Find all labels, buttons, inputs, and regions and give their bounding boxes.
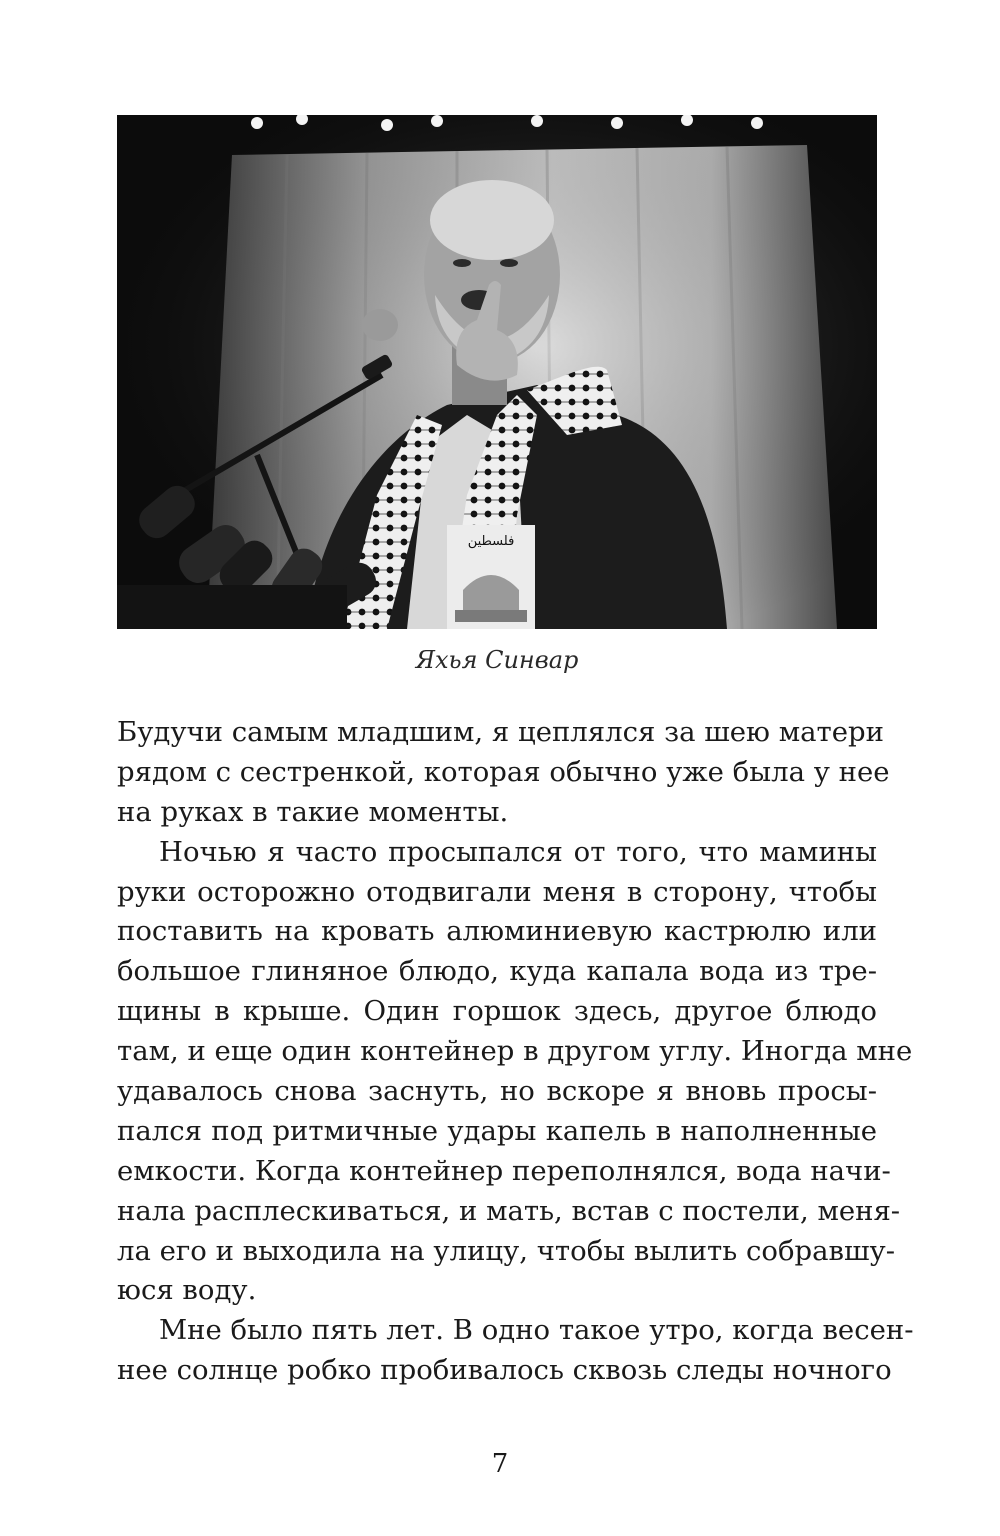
text-line: пался под ритмичные удары капель в наполненные (117, 1114, 877, 1147)
text-line: Мне было пять лет. В одно такое утро, когда весен- (159, 1314, 914, 1347)
text-line: рядом с сестренкой, которая обычно уже была у нее (117, 755, 890, 788)
speaker-photo-illustration (117, 115, 877, 629)
text-line: ла его и выходила на улицу, чтобы вылить собравшу- (117, 1234, 896, 1267)
text-line: большое глиняное блюдо, куда капала вода из тре- (117, 955, 877, 988)
text-line: на руках в такие моменты. (117, 795, 509, 828)
text-line: нала расплескиваться, и мать, встав с постели, меня- (117, 1194, 901, 1227)
photo-caption: Яхья Синвар (415, 646, 579, 674)
speaker-photo (117, 115, 877, 629)
body-text (117, 713, 914, 1391)
text-line: там, и еще один контейнер в другом углу. Иногда мне (117, 1035, 913, 1068)
scarf-text: فلسطين (467, 534, 515, 549)
text-line: емкости. Когда контейнер переполнялся, вода начи- (117, 1154, 891, 1187)
text-line: Будучи самым младшим, я цеплялся за шею матери (117, 716, 884, 748)
page-number: 7 (491, 1449, 509, 1479)
text-line: удавалось снова заснуть, но вскоре я вновь просы- (117, 1075, 877, 1108)
text-line: юся воду. (117, 1274, 257, 1307)
text-line: руки осторожно отодвигали меня в сторону, чтобы (117, 875, 877, 908)
text-line: нее солнце робко пробивалось сквозь следы ночного (117, 1354, 892, 1387)
text-line: щины в крыше. Один горшок здесь, другое блюдо (117, 995, 877, 1028)
text-line: поставить на кровать алюминиевую кастрюлю или (117, 915, 877, 948)
text-line: Ночью я часто просыпался от того, что мамины (159, 835, 877, 868)
